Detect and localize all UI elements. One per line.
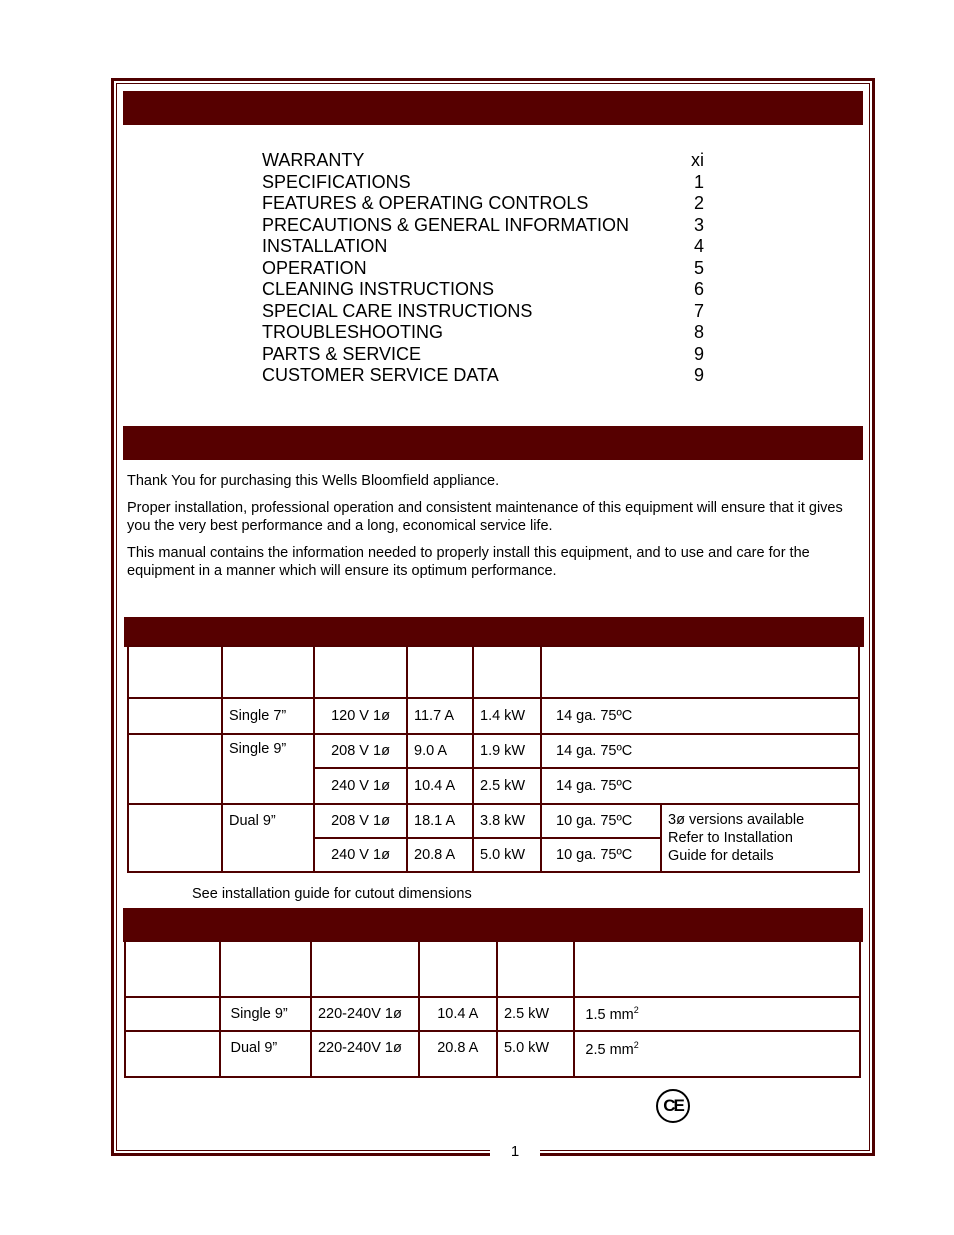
- table-header-row: [128, 646, 859, 698]
- toc-row[interactable]: SPECIFICATIONS 1: [262, 171, 704, 192]
- cutout-note: See installation guide for cutout dimensions: [192, 886, 472, 902]
- table-row: Single 7” 120 V 1ø 11.7 A 1.4 kW 14 ga. 75ºC: [128, 698, 859, 734]
- spec-table-us: [127, 645, 860, 873]
- table-header-row: [125, 941, 860, 997]
- ce-mark-icon: CE: [656, 1089, 690, 1123]
- table-of-contents: [262, 150, 712, 387]
- toc-row[interactable]: WARRANTY xi: [262, 150, 704, 170]
- page-number: 1: [510, 1143, 520, 1160]
- introduction: [127, 472, 862, 589]
- spec-table-export: [124, 940, 861, 1078]
- intro-paragraph: This manual contains the information needed to properly install this equipment, and to use and care for the equipment in a manner which will ensure its optimum performance.: [127, 545, 810, 579]
- export-header-bar: [123, 908, 863, 942]
- toc-row[interactable]: FEATURES & OPERATING CONTROLS 2: [262, 193, 704, 213]
- toc-header-bar: [123, 91, 863, 125]
- toc-row[interactable]: PRECAUTIONS & GENERAL INFORMATION 3: [262, 214, 704, 235]
- table-row: 240 V 1ø 10.4 A 2.5 kW 14 ga. 75ºC: [128, 768, 859, 804]
- table-row: Dual 9” 208 V 1ø 18.1 A 3.8 kW 10 ga. 75ºC 3ø versions available Refer to Installation Guide for details: [128, 804, 859, 838]
- toc-row[interactable]: PARTS & SERVICE 9: [262, 343, 704, 364]
- table-row: Dual 9” 220-240V 1ø 20.8 A 5.0 kW 2.5 $mm^2$: [125, 1031, 860, 1077]
- toc-row[interactable]: INSTALLATION 4: [262, 236, 704, 256]
- table-row: Single 9” 220-240V 1ø 10.4 A 2.5 kW 1.5 $mm^2$: [125, 997, 860, 1031]
- toc-row[interactable]: TROUBLESHOOTING 8: [262, 322, 704, 342]
- table-row: Single 9” 208 V 1ø 9.0 A 1.9 kW 14 ga. 75ºC: [128, 734, 859, 768]
- three-phase-note: 3ø versions available Refer to Installation Guide for details: [661, 804, 859, 872]
- intro-paragraph: Proper installation, professional operation and consistent maintenance of this equipment will ensure that it gives you the very best performance and a long, economical service life.: [127, 500, 843, 534]
- intro-header-bar: [123, 426, 863, 460]
- spec-header-bar: [124, 617, 864, 647]
- toc-row[interactable]: CLEANING INSTRUCTIONS 6: [262, 279, 704, 299]
- intro-paragraph: Thank You for purchasing this Wells Bloomfield appliance.: [127, 473, 500, 489]
- toc-row[interactable]: CUSTOMER SERVICE DATA 9: [262, 365, 704, 385]
- toc-row[interactable]: OPERATION 5: [262, 257, 704, 278]
- table-row: 240 V 1ø 20.8 A 5.0 kW 10 ga. 75ºC: [128, 838, 859, 872]
- toc-row[interactable]: SPECIAL CARE INSTRUCTIONS 7: [262, 300, 704, 321]
